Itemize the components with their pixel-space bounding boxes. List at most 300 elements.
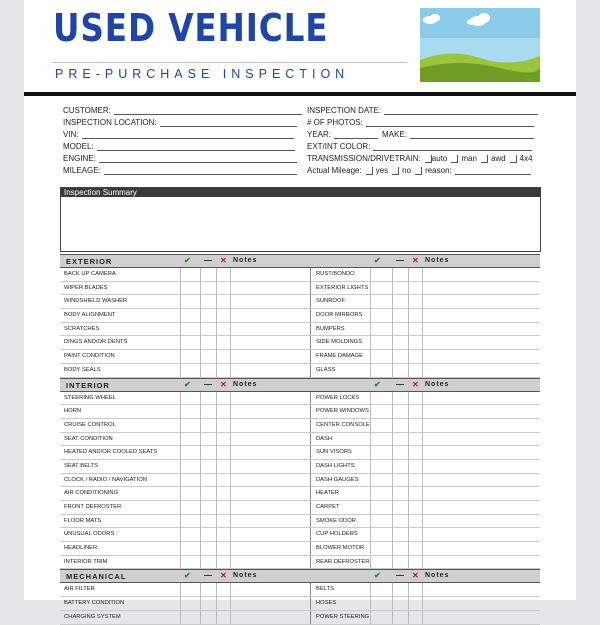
checklist-item: WINDSHIELD WASHER <box>64 298 128 305</box>
rating-cell[interactable] <box>370 556 371 569</box>
checklist-item: EXTERIOR LIGHTS <box>316 284 369 291</box>
notes-cell[interactable] <box>230 323 231 336</box>
table-row <box>60 501 540 515</box>
summary-title: Inspection Summary <box>61 188 540 197</box>
column-divider <box>310 419 311 432</box>
inspection-sheet <box>24 0 576 620</box>
rating-cell[interactable] <box>216 405 217 418</box>
rating-cell[interactable] <box>180 350 181 363</box>
rating-cell[interactable] <box>216 364 217 377</box>
rating-cell[interactable] <box>200 597 201 610</box>
rating-cell[interactable] <box>216 583 217 596</box>
rating-cell[interactable] <box>408 446 409 459</box>
rating-cell[interactable] <box>216 597 217 610</box>
rating-cell[interactable] <box>408 556 409 569</box>
rating-cell[interactable] <box>370 474 371 487</box>
rating-cell[interactable] <box>216 309 217 322</box>
rating-cell[interactable] <box>216 295 217 308</box>
checklist-item: SCRATCHES <box>64 325 100 332</box>
notes-cell[interactable] <box>422 542 423 555</box>
notes-cell[interactable] <box>230 405 231 418</box>
checklist-item: SEAT BELTS <box>64 462 99 469</box>
column-divider <box>310 295 311 308</box>
rating-cell[interactable] <box>370 392 371 405</box>
notes-cell[interactable] <box>422 487 423 500</box>
inspection-summary-box[interactable] <box>60 187 541 252</box>
field-label: INSPECTION LOCATION: <box>63 118 157 127</box>
checkbox[interactable] <box>415 167 422 175</box>
table-row <box>60 323 540 337</box>
vin-field[interactable] <box>63 128 294 139</box>
notes-cell[interactable] <box>230 542 231 555</box>
rating-cell[interactable] <box>392 323 393 336</box>
rating-cell[interactable] <box>370 542 371 555</box>
rating-cell[interactable] <box>180 323 181 336</box>
column-divider <box>310 528 311 541</box>
checkbox[interactable] <box>366 167 373 175</box>
rating-cell[interactable] <box>216 323 217 336</box>
rating-cell[interactable] <box>180 364 181 377</box>
column-divider <box>310 350 311 363</box>
rating-cell[interactable] <box>370 282 371 295</box>
rating-cell[interactable] <box>392 282 393 295</box>
checklist-item: CRUISE CONTROL <box>64 421 116 428</box>
rating-cell[interactable] <box>216 528 217 541</box>
mileage-field[interactable] <box>63 164 297 175</box>
notes-cell[interactable] <box>422 392 423 405</box>
rating-cell[interactable] <box>200 268 201 281</box>
rating-cell[interactable] <box>370 364 371 377</box>
rating-cell[interactable] <box>200 392 201 405</box>
option-label: auto <box>431 154 448 163</box>
column-divider <box>310 433 311 446</box>
rating-cell[interactable] <box>216 611 217 624</box>
rating-cell[interactable] <box>392 350 393 363</box>
notes-cell[interactable] <box>422 528 423 541</box>
rating-cell[interactable] <box>200 611 201 624</box>
notes-cell[interactable] <box>230 528 231 541</box>
rating-cell[interactable] <box>370 528 371 541</box>
table-row <box>60 282 540 296</box>
column-divider <box>310 542 311 555</box>
rating-cell[interactable] <box>370 446 371 459</box>
field-label: MAKE: <box>382 130 407 139</box>
rating-cell[interactable] <box>408 487 409 500</box>
checklist-item: SUNROOF <box>316 298 345 305</box>
rating-cell[interactable] <box>392 364 393 377</box>
checklist-item: INTERIOR TRIM <box>64 558 108 565</box>
notes-cell[interactable] <box>230 446 231 459</box>
rating-cell[interactable] <box>370 515 371 528</box>
option-label: awd <box>490 154 506 163</box>
checklist-item: SMOKE ODOR <box>316 517 356 524</box>
checklist-item: BATTERY CONDITION <box>64 600 125 607</box>
rating-cell[interactable] <box>180 597 181 610</box>
rating-cell[interactable] <box>216 419 217 432</box>
rating-cell[interactable] <box>180 405 181 418</box>
notes-cell[interactable] <box>422 433 423 446</box>
rating-cell[interactable] <box>408 542 409 555</box>
rating-cell[interactable] <box>216 433 217 446</box>
rating-cell[interactable] <box>180 515 181 528</box>
rating-cell[interactable] <box>408 611 409 624</box>
table-row <box>60 528 540 542</box>
notes-header: Notes <box>425 257 450 264</box>
notes-cell[interactable] <box>230 433 231 446</box>
rating-cell[interactable] <box>200 282 201 295</box>
column-divider <box>310 460 311 473</box>
rating-cell[interactable] <box>216 501 217 514</box>
rating-cell[interactable] <box>180 295 181 308</box>
rating-cell[interactable] <box>216 542 217 555</box>
notes-cell[interactable] <box>422 460 423 473</box>
rating-cell[interactable] <box>180 446 181 459</box>
field-label: Actual Mileage: <box>307 166 362 175</box>
year-make-field[interactable] <box>307 128 534 139</box>
rating-cell[interactable] <box>392 446 393 459</box>
notes-cell[interactable] <box>422 611 423 624</box>
notes-cell[interactable] <box>422 446 423 459</box>
rating-cell[interactable] <box>408 597 409 610</box>
rating-cell[interactable] <box>216 268 217 281</box>
notes-cell[interactable] <box>230 501 231 514</box>
column-divider <box>310 515 311 528</box>
rating-cell[interactable] <box>392 392 393 405</box>
notes-cell[interactable] <box>422 364 423 377</box>
rating-cell[interactable] <box>216 474 217 487</box>
rating-cell[interactable] <box>180 556 181 569</box>
rating-cell[interactable] <box>370 323 371 336</box>
rating-cell[interactable] <box>370 309 371 322</box>
rating-cell[interactable] <box>180 309 181 322</box>
page-title: USED VEHICLE <box>53 6 329 50</box>
rating-cell[interactable] <box>392 597 393 610</box>
checklist-item: FRAME DAMAGE <box>316 353 364 360</box>
table-row <box>60 556 540 570</box>
table-row <box>60 419 540 433</box>
inspection-date-field[interactable] <box>307 104 538 115</box>
rating-cell[interactable] <box>370 597 371 610</box>
notes-cell[interactable] <box>422 309 423 322</box>
rating-cell[interactable] <box>392 460 393 473</box>
rating-cell[interactable] <box>392 295 393 308</box>
table-row <box>60 460 540 474</box>
rating-cell[interactable] <box>200 433 201 446</box>
rating-cell[interactable] <box>408 295 409 308</box>
checklist-item: AIR FILTER <box>64 586 95 593</box>
notes-cell[interactable] <box>422 323 423 336</box>
rating-cell[interactable] <box>408 309 409 322</box>
rating-cell[interactable] <box>180 460 181 473</box>
notes-cell[interactable] <box>422 515 423 528</box>
rating-cell[interactable] <box>370 611 371 624</box>
checklist-item: CENTER CONSOLE <box>316 421 370 428</box>
rating-cell[interactable] <box>392 556 393 569</box>
rating-cell[interactable] <box>180 611 181 624</box>
rating-cell[interactable] <box>370 460 371 473</box>
rating-cell[interactable] <box>408 350 409 363</box>
dash-icon: — <box>396 571 404 581</box>
rating-cell[interactable] <box>180 474 181 487</box>
checkbox[interactable] <box>425 155 432 163</box>
rating-cell[interactable] <box>370 419 371 432</box>
checklist-item: REAR DEFROSTER <box>316 558 370 565</box>
checklist-item: BACK UP CAMERA <box>64 271 116 277</box>
checklist-item: POWER WINDOWS <box>316 408 369 415</box>
model-field[interactable] <box>63 140 295 151</box>
rating-cell[interactable] <box>216 460 217 473</box>
rating-cell[interactable] <box>200 501 201 514</box>
dash-icon: — <box>204 256 212 265</box>
rating-cell[interactable] <box>408 501 409 514</box>
field-label: INSPECTION DATE: <box>307 106 382 115</box>
option-label: 4x4 <box>519 154 533 163</box>
photos-field[interactable] <box>307 116 534 127</box>
checklist-item: UNUSUAL ODORS <box>64 531 115 538</box>
rating-cell[interactable] <box>180 501 181 514</box>
page-subtitle: PRE-PURCHASE INSPECTION <box>55 67 350 81</box>
rating-cell[interactable] <box>216 350 217 363</box>
rating-cell[interactable] <box>408 392 409 405</box>
rating-cell[interactable] <box>370 487 371 500</box>
rating-cell[interactable] <box>370 336 371 349</box>
notes-cell[interactable] <box>230 295 231 308</box>
rating-cell[interactable] <box>408 433 409 446</box>
notes-cell[interactable] <box>422 282 423 295</box>
field-label: CUSTOMER: <box>63 106 111 115</box>
notes-cell[interactable] <box>422 295 423 308</box>
checklist-item: RUST/BONDO <box>316 271 355 277</box>
rating-cell[interactable] <box>408 528 409 541</box>
field-label: YEAR: <box>307 130 332 139</box>
table-row <box>60 268 540 282</box>
rating-cell[interactable] <box>180 542 181 555</box>
rating-cell[interactable] <box>392 583 393 596</box>
checklist-item: HOSES <box>316 600 337 607</box>
checklist-item: SIDE MOLDINGS <box>316 339 363 346</box>
notes-cell[interactable] <box>230 583 231 596</box>
rating-cell[interactable] <box>392 336 393 349</box>
notes-cell[interactable] <box>422 419 423 432</box>
rating-cell[interactable] <box>408 336 409 349</box>
rating-cell[interactable] <box>408 405 409 418</box>
notes-cell[interactable] <box>230 474 231 487</box>
notes-cell[interactable] <box>230 282 231 295</box>
rating-cell[interactable] <box>392 309 393 322</box>
notes-cell[interactable] <box>422 474 423 487</box>
rating-cell[interactable] <box>200 446 201 459</box>
rating-cell[interactable] <box>200 309 201 322</box>
notes-cell[interactable] <box>230 419 231 432</box>
cross-icon: ✕ <box>220 256 227 265</box>
rating-cell[interactable] <box>408 419 409 432</box>
notes-cell[interactable] <box>230 336 231 349</box>
check-icon: ✔ <box>374 571 381 581</box>
rating-cell[interactable] <box>200 474 201 487</box>
color-field[interactable] <box>307 140 532 151</box>
rating-cell[interactable] <box>392 433 393 446</box>
rating-cell[interactable] <box>392 487 393 500</box>
rating-cell[interactable] <box>200 405 201 418</box>
rating-cell[interactable] <box>180 583 181 596</box>
notes-cell[interactable] <box>230 268 231 281</box>
rating-cell[interactable] <box>370 405 371 418</box>
rating-cell[interactable] <box>408 323 409 336</box>
rating-cell[interactable] <box>200 323 201 336</box>
rating-cell[interactable] <box>180 268 181 281</box>
checklist-item: FRONT DEFROSTER <box>64 504 122 510</box>
checklist-item: HEADLINER <box>64 545 98 552</box>
actual-mileage-field[interactable] <box>307 164 531 175</box>
rating-cell[interactable] <box>370 501 371 514</box>
rating-cell[interactable] <box>392 542 393 555</box>
rating-cell[interactable] <box>200 556 201 569</box>
rating-cell[interactable] <box>392 501 393 514</box>
rating-cell[interactable] <box>370 433 371 446</box>
rating-cell[interactable] <box>180 528 181 541</box>
section-header-exterior <box>60 254 540 268</box>
rating-cell[interactable] <box>216 282 217 295</box>
field-label: TRANSMISSION/DRIVETRAIN: <box>307 154 421 163</box>
rating-cell[interactable] <box>392 515 393 528</box>
rating-cell[interactable] <box>408 474 409 487</box>
checkbox[interactable] <box>451 155 458 163</box>
column-divider <box>310 309 311 322</box>
rating-cell[interactable] <box>200 364 201 377</box>
column-divider <box>310 446 311 459</box>
notes-cell[interactable] <box>230 392 231 405</box>
check-icon: ✔ <box>184 379 191 389</box>
rating-cell[interactable] <box>392 528 393 541</box>
column-divider <box>310 501 311 514</box>
notes-header: Notes <box>233 380 258 388</box>
notes-cell[interactable] <box>422 268 423 281</box>
notes-cell[interactable] <box>422 336 423 349</box>
checklist-item: BODY ALIGNMENT <box>64 312 116 319</box>
rating-cell[interactable] <box>216 446 217 459</box>
notes-header: Notes <box>233 572 258 580</box>
rating-cell[interactable] <box>180 282 181 295</box>
notes-cell[interactable] <box>230 556 231 569</box>
notes-cell[interactable] <box>230 597 231 610</box>
rating-cell[interactable] <box>408 268 409 281</box>
rating-cell[interactable] <box>392 474 393 487</box>
rating-cell[interactable] <box>200 460 201 473</box>
notes-cell[interactable] <box>230 309 231 322</box>
rating-cell[interactable] <box>392 611 393 624</box>
checklist-item: CLOCK / RADIO / NAVIGATION <box>64 476 147 483</box>
checklist-item: STEERING WHEEL <box>64 394 116 401</box>
rating-cell[interactable] <box>200 419 201 432</box>
transmission-field[interactable] <box>307 152 533 163</box>
notes-cell[interactable] <box>230 364 231 377</box>
option-label: man <box>461 154 477 163</box>
rating-cell[interactable] <box>216 515 217 528</box>
cross-icon: ✕ <box>412 571 419 581</box>
rating-cell[interactable] <box>180 336 181 349</box>
checklist-item: DASH <box>316 435 333 442</box>
notes-cell[interactable] <box>422 556 423 569</box>
checklist-item: HEATER <box>316 490 340 497</box>
rating-cell[interactable] <box>408 364 409 377</box>
engine-field[interactable] <box>63 152 297 163</box>
dash-icon: — <box>396 256 404 265</box>
notes-cell[interactable] <box>422 501 423 514</box>
checkbox[interactable] <box>481 155 488 163</box>
checklist-item: PAINT CONDITION <box>64 353 115 360</box>
rating-cell[interactable] <box>408 460 409 473</box>
rating-cell[interactable] <box>180 487 181 500</box>
column-divider <box>310 323 311 336</box>
notes-header: Notes <box>425 572 450 580</box>
rating-cell[interactable] <box>408 583 409 596</box>
rating-cell[interactable] <box>200 350 201 363</box>
notes-cell[interactable] <box>230 515 231 528</box>
rating-cell[interactable] <box>408 515 409 528</box>
rating-cell[interactable] <box>370 350 371 363</box>
rating-cell[interactable] <box>392 419 393 432</box>
notes-cell[interactable] <box>422 583 423 596</box>
rating-cell[interactable] <box>180 392 181 405</box>
column-divider <box>310 487 311 500</box>
notes-cell[interactable] <box>230 487 231 500</box>
table-row <box>60 474 540 488</box>
notes-cell[interactable] <box>422 597 423 610</box>
rating-cell[interactable] <box>180 419 181 432</box>
checkbox[interactable] <box>510 155 517 163</box>
table-row <box>60 542 540 556</box>
inspection-location-field[interactable] <box>63 116 297 127</box>
column-divider <box>310 597 311 610</box>
rating-cell[interactable] <box>370 268 371 281</box>
notes-cell[interactable] <box>230 611 231 624</box>
checkbox[interactable] <box>392 167 399 175</box>
customer-field[interactable] <box>63 104 302 115</box>
rating-cell[interactable] <box>200 515 201 528</box>
table-row <box>60 487 540 501</box>
column-divider <box>310 474 311 487</box>
rating-cell[interactable] <box>200 542 201 555</box>
rating-cell[interactable] <box>392 268 393 281</box>
rating-cell[interactable] <box>216 556 217 569</box>
rating-cell[interactable] <box>216 392 217 405</box>
notes-cell[interactable] <box>230 460 231 473</box>
rating-cell[interactable] <box>200 295 201 308</box>
rating-cell[interactable] <box>392 405 393 418</box>
notes-cell[interactable] <box>230 350 231 363</box>
table-row <box>60 583 540 597</box>
notes-cell[interactable] <box>422 405 423 418</box>
rating-cell[interactable] <box>370 295 371 308</box>
checklist-item: SEAT CONDITION <box>64 435 113 442</box>
rating-cell[interactable] <box>200 487 201 500</box>
rating-cell[interactable] <box>200 336 201 349</box>
rating-cell[interactable] <box>180 433 181 446</box>
checklist-item: HEATED AND/OR COOLED SEATS <box>64 449 158 456</box>
checklist-item: AIR CONDITIONING <box>64 490 119 497</box>
rating-cell[interactable] <box>370 583 371 596</box>
notes-cell[interactable] <box>422 350 423 363</box>
checklist-item: CHARGING SYSTEM <box>64 613 121 620</box>
rating-cell[interactable] <box>408 282 409 295</box>
checklist-item: DOOR MIRRORS <box>316 312 363 319</box>
rating-cell[interactable] <box>216 487 217 500</box>
rating-cell[interactable] <box>200 583 201 596</box>
rating-cell[interactable] <box>216 336 217 349</box>
rating-cell[interactable] <box>200 528 201 541</box>
checklist-item: POWER STEERING <box>316 613 370 620</box>
checklist-item: BODY SEALS <box>64 366 101 373</box>
